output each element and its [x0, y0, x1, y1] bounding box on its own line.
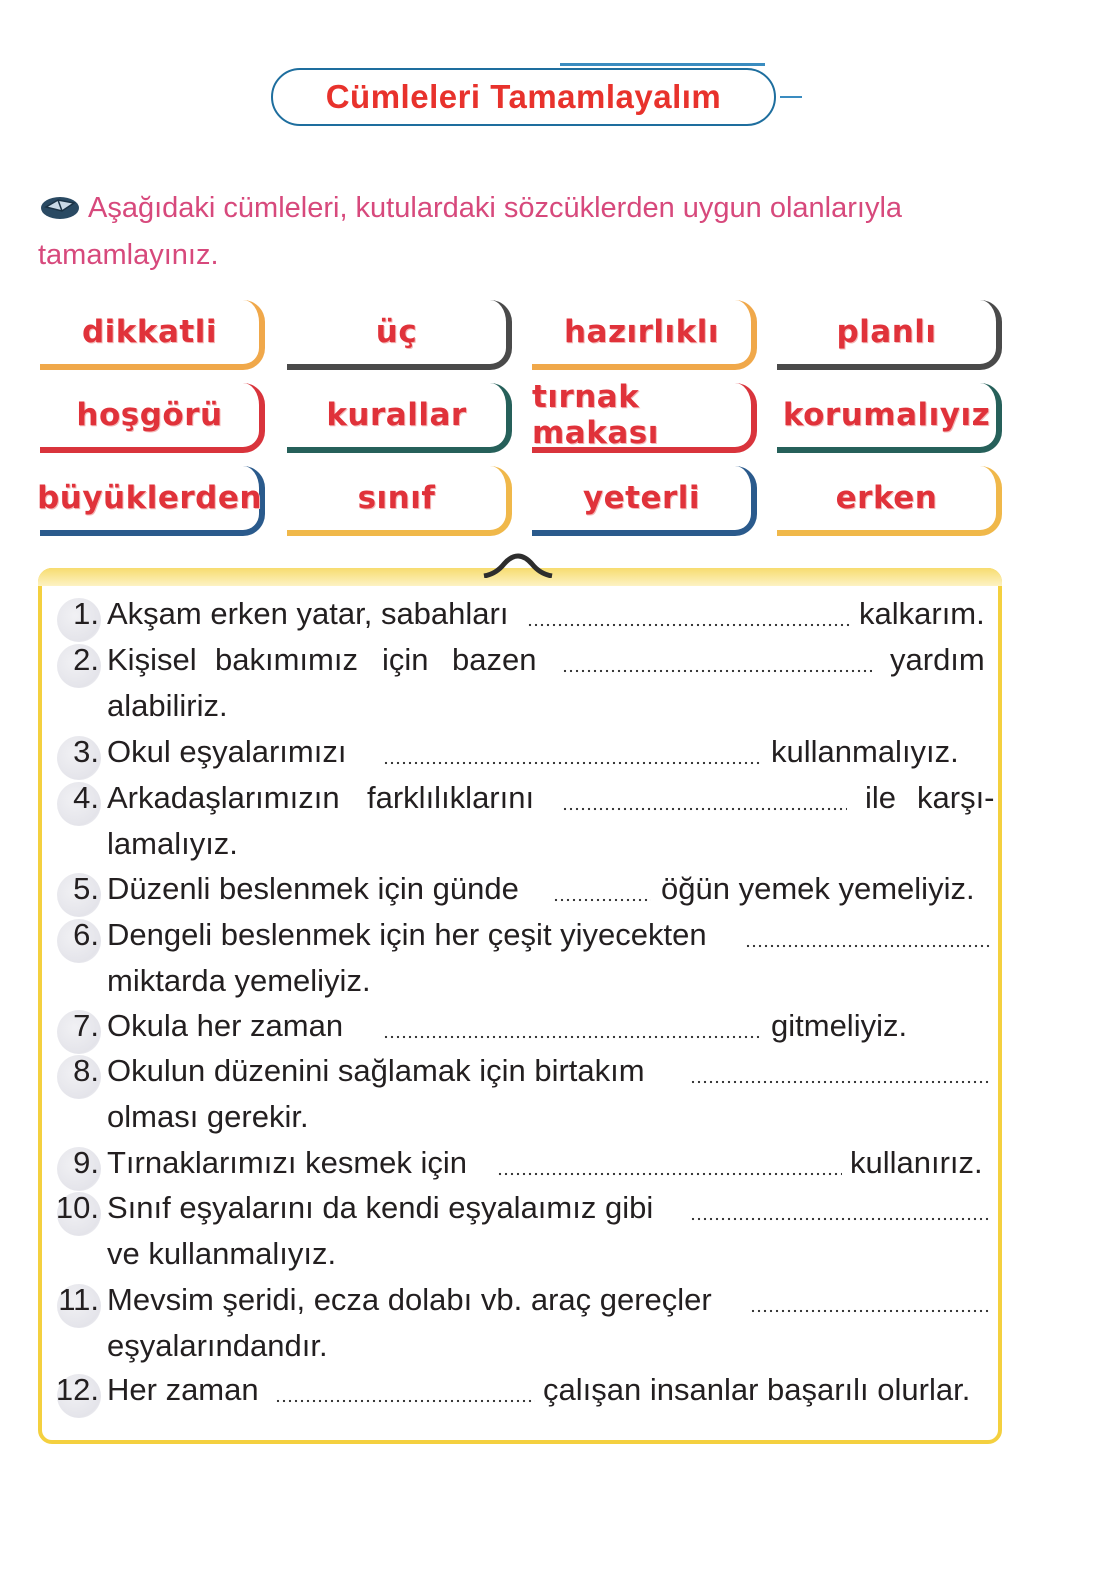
word-box	[40, 300, 265, 370]
word-box	[532, 466, 757, 536]
sentence-number: 3.	[73, 734, 99, 769]
word-label: tırnak makası	[532, 379, 659, 451]
blank-line[interactable]	[553, 898, 651, 902]
sentence-text: Arkadaşlarımızın	[107, 780, 340, 815]
instruction-text: Aşağıdaki cümleleri, kutulardaki sözcüklerden uygun olanlarıyla tamamlayınız.	[38, 192, 903, 271]
word-label: kurallar	[326, 397, 467, 433]
word-label: sınıf	[357, 480, 436, 516]
panel-handle-icon	[482, 552, 554, 578]
word-label: hoşgörü	[76, 397, 223, 433]
sentence-number: 12.	[55, 1372, 99, 1407]
blank-line[interactable]	[750, 1309, 990, 1313]
word-box	[287, 300, 512, 370]
sentence-number: 6.	[73, 917, 99, 952]
sentence-text: gitmeliyiz.	[771, 1008, 908, 1043]
blank-line[interactable]	[562, 669, 872, 673]
word-label: hazırlıklı	[563, 314, 720, 350]
blank-line[interactable]	[383, 761, 761, 765]
sentence-number: 7.	[73, 1008, 99, 1043]
word-box	[287, 383, 512, 453]
sentence-number: 4.	[73, 780, 99, 815]
blank-line[interactable]	[275, 1399, 535, 1403]
sentence-text: Tırnaklarımızı kesmek için	[107, 1145, 468, 1180]
sentence-text: olması gerekir.	[107, 1099, 309, 1134]
sentence-text: çalışan insanlar başarılı olurlar.	[543, 1372, 971, 1407]
sentence-text: Sınıf eşyalarını da kendi eşyalaımız gibi	[107, 1190, 654, 1225]
word-box	[777, 466, 1002, 536]
sentence-text: alabiliriz.	[107, 688, 228, 723]
sentence-text: Okulun düzenini sağlamak için birtakım	[107, 1053, 645, 1088]
blank-line[interactable]	[690, 1080, 990, 1084]
sentence-text: Her zaman	[107, 1372, 259, 1407]
word-box	[532, 300, 757, 370]
word-box	[777, 300, 1002, 370]
sentence-text: için	[382, 642, 429, 677]
sentence-text: ve kullanmalıyız.	[107, 1236, 337, 1271]
sentence-number: 11.	[58, 1282, 99, 1317]
blank-line[interactable]	[745, 944, 990, 948]
blank-line[interactable]	[562, 807, 847, 811]
sentence-number: 5.	[73, 871, 99, 906]
sentence-text: lamalıyız.	[107, 826, 238, 861]
sentence-text: kalkarım.	[859, 596, 985, 631]
word-label: erken	[835, 480, 938, 516]
blank-line[interactable]	[690, 1217, 990, 1221]
title-decor-tail	[780, 96, 802, 98]
sentence-text: Dengeli beslenmek için her çeşit yiyecekten	[107, 917, 707, 952]
sentence-text: bazen	[452, 642, 537, 677]
sentence-text: öğün yemek yemeliyiz.	[661, 871, 975, 906]
sentence-text: Düzenli beslenmek için günde	[107, 871, 519, 906]
sentence-text: karşı-	[917, 780, 995, 815]
sentence-number: 2.	[73, 642, 99, 677]
word-box	[40, 383, 265, 453]
sentence-number: 1.	[73, 596, 99, 631]
book-icon	[38, 191, 82, 221]
sentence-text: ile	[865, 780, 897, 815]
sentence-number: 8.	[73, 1053, 99, 1088]
sentence-number: 10.	[55, 1190, 99, 1225]
word-box	[37, 466, 265, 536]
page-title: Cümleleri Tamamlayalım	[325, 78, 722, 115]
word-label: korumalıyız	[782, 397, 991, 433]
blank-line[interactable]	[527, 623, 852, 627]
sentence-text: bakımımız	[215, 642, 358, 677]
blank-line[interactable]	[383, 1035, 761, 1039]
sentence-text: yardım	[890, 642, 985, 677]
blank-line[interactable]	[497, 1172, 842, 1176]
sentence-text: kullanmalıyız.	[771, 734, 959, 769]
word-label: büyüklerden	[37, 480, 262, 516]
word-box	[777, 383, 1002, 453]
word-box	[532, 379, 757, 453]
sentence-text: farklılıklarını	[367, 780, 535, 815]
sentence-number: 9.	[73, 1145, 99, 1180]
word-label: yeterli	[582, 480, 701, 516]
word-box	[287, 466, 512, 536]
sentence-text: Okul eşyalarımızı	[107, 734, 347, 769]
sentence-text: Akşam erken yatar, sabahları	[107, 596, 509, 631]
sentence-text: kullanırız.	[850, 1145, 983, 1180]
word-label: planlı	[836, 314, 937, 350]
title-banner	[271, 68, 776, 126]
word-label: üç	[375, 314, 418, 350]
instruction	[38, 185, 1038, 279]
title-decor-line	[560, 63, 765, 66]
sentence-text: Mevsim şeridi, ecza dolabı vb. araç gereçler	[107, 1282, 712, 1317]
word-label: dikkatli	[81, 314, 218, 350]
sentence-text: Kişisel	[107, 642, 197, 677]
sentence-text: miktarda yemeliyiz.	[107, 963, 371, 998]
sentence-text: eşyalarındandır.	[107, 1328, 328, 1363]
sentence-text: Okula her zaman	[107, 1008, 344, 1043]
